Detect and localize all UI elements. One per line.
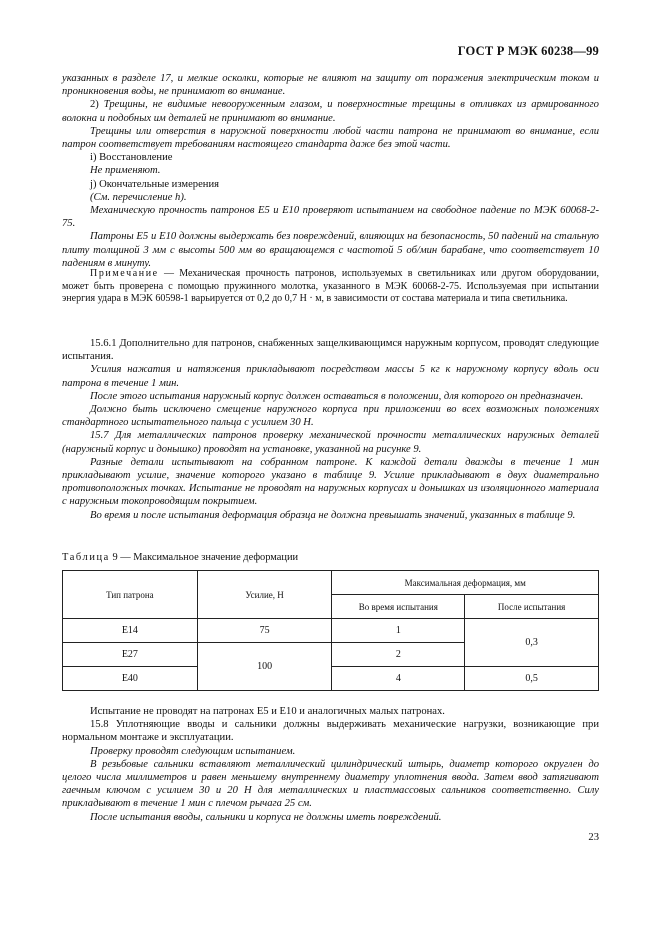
header-max-deformation: Максимальная деформация, мм	[332, 571, 599, 595]
header-during: Во время испытания	[332, 595, 465, 619]
paragraph: указанных в разделе 17, и мелкие осколки, которые не влияют на защиту от поражения электрическим током и проникновения воды, не принимают во внимание.	[62, 73, 599, 98]
paragraph: 2) Трещины, не видимые невооруженным глазом, и поверхностные трещины в отливках из армированного волокна и подобных им деталей не принимают во внимание.	[62, 99, 599, 124]
note-text: — Механическая прочность патронов, используемых в светильниках или другом оборудовании, может быть проверена с помощью пружинного молотка, указанного в МЭК 60068-2-75. Используемая при испытании энергия удара в МЭК 60598-1 варьируется от 0,2 до 0,7 Н · м, в зависимости от состава материала и типа светильника.	[62, 268, 599, 305]
paragraph: Механическую прочность патронов Е5 и Е10 проверяют испытанием на свободное падение по МЭК 60068-2-75.	[62, 205, 599, 230]
bottom-text-block	[62, 705, 599, 824]
cell-during: 4	[332, 667, 465, 691]
table-caption	[62, 552, 298, 563]
paragraph: 15.6.1 Дополнительно для патронов, снабженных защелкивающимся наружным корпусом, проводят следующие испытания.	[62, 338, 599, 363]
paragraph: j) Окончательные измерения	[90, 178, 220, 190]
paragraph: Патроны Е5 и Е10 должны выдержать без повреждений, влияющих на безопасность, 50 падений на стальную плиту толщиной 3 мм с высоты 500 мм во вращающемся с частотой 5 об/мин барабане, что соответствует 10 падениям в минуту.	[62, 231, 599, 269]
header-after: После испытания	[465, 595, 599, 619]
cell-after: 0,5	[465, 667, 599, 691]
cell-force: 75	[197, 619, 332, 643]
cell-after-merged: 0,3	[465, 619, 599, 667]
deformation-table	[62, 570, 599, 691]
paragraph: Разные детали испытывают на собранном патроне. К каждой детали дважды в течение 1 мин прикладывают усилие, значение которого указано в таблице 9. Усилие прикладывают в двух диаметрально противоположных точках. Испытание не проводят на наружных корпусах и донышках из изоляционного материала с наружным токопроводящим покрытием.	[62, 456, 599, 508]
paragraph: После испытания вводы, сальники и корпуса не должны иметь повреждений.	[90, 811, 442, 823]
cell-force-merged: 100	[197, 643, 332, 691]
paragraph: Проверку проводят следующим испытанием.	[90, 745, 296, 757]
paragraph: i) Восстановление	[90, 152, 173, 164]
cell-type: Е40	[63, 667, 198, 691]
top-text-block	[62, 72, 599, 270]
header-force: Усилие, Н	[197, 571, 332, 619]
table-caption-text: 9 — Максимальное значение деформации	[109, 552, 299, 563]
mid-text-block	[62, 337, 599, 522]
table-caption-label: Таблица	[62, 552, 110, 563]
paragraph: Трещины или отверстия в наружной поверхности любой части патрона не принимают во внимание, если патрон соответствует требованиям настоящего стандарта даже без этой части.	[62, 125, 599, 151]
paragraph: В резьбовые сальники вставляют металлический цилиндрический штырь, диаметр которого округлен до целого числа миллиметров и равен меньшему внутреннему диаметру уплотнения ввода. Затем ввод затягивают гаечным ключом с усилием 30 и 20 Н для металлических и пластмассовых сальников соответственно. Силу прикладывают в течение 1 мин с плечом рычага 25 см.	[62, 758, 599, 810]
note-label: Примечание	[90, 268, 159, 279]
paragraph: Усилия нажатия и натяжения прикладывают посредством массы 5 кг к наружному корпусу вдоль оси патрона в течение 1 мин.	[62, 364, 599, 389]
paragraph: 15.7 Для металлических патронов проверку механической прочности металлических наружных деталей (наружный корпус и донышко) проводят на установке, указанной на рисунке 9.	[62, 430, 599, 455]
note-paragraph	[62, 268, 599, 306]
cell-type: Е27	[63, 643, 198, 667]
paragraph: Испытание не проводят на патронах Е5 и Е10 и аналогичных малых патронах.	[90, 706, 445, 717]
cell-type: Е14	[63, 619, 198, 643]
document-header: ГОСТ Р МЭК 60238—99	[457, 44, 599, 58]
paragraph: После этого испытания наружный корпус должен оставаться в положении, для которого он предназначен.	[90, 390, 584, 402]
cell-during: 2	[332, 643, 465, 667]
page-number: 23	[588, 832, 599, 843]
paragraph: Во время и после испытания деформация образца не должна превышать значений, указанных в таблице 9.	[90, 509, 576, 521]
paragraph: 15.8 Уплотняющие вводы и сальники должны выдерживать механические нагрузки, возникающие при нормальном монтаже и эксплуатации.	[62, 719, 599, 744]
header-type: Тип патрона	[63, 571, 198, 619]
paragraph: Не применяют.	[90, 165, 161, 177]
paragraph: Должно быть исключено смещение наружного корпуса при приложении во всех возможных положениях стандартного испытательного пальца с усилием 30 Н.	[62, 404, 599, 429]
cell-during: 1	[332, 619, 465, 643]
note-block	[62, 268, 599, 306]
paragraph: (См. перечисление h).	[90, 191, 187, 203]
table-row	[63, 619, 599, 643]
